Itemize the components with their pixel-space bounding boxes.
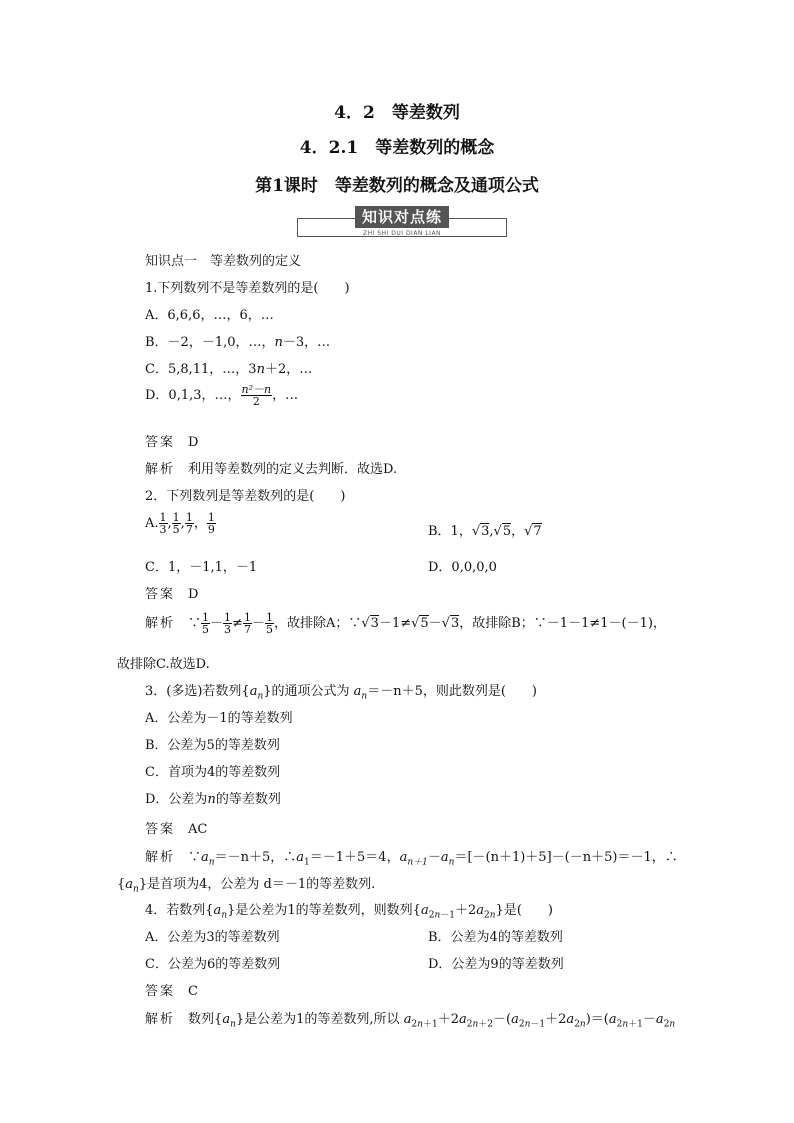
q2-analysis: 解析 ∵ $\frac{1}{5}$ － $\frac{1}{3}$ ≠ $\frac{1}{7}$ － $\frac{1}{5}$ ，故排除A；∵√3－1≠√5－√3，故排除B；∵－1－1≠1－(－1)， bbox=[145, 611, 666, 636]
q4-answer-value: C bbox=[188, 984, 198, 999]
q2-analysis-part-1: ，故排除A；∵ bbox=[273, 616, 362, 631]
q2-a-label: A. bbox=[145, 516, 159, 531]
q1-option-a: A．6,6,6，…，6，… bbox=[145, 308, 274, 323]
banner-subtitle: ZHI SHI DUI DIAN LIAN bbox=[362, 230, 442, 237]
q4-analysis: 解析 数列$\{a_n\}$是公差为1的等差数列,所以 $a_{2n+1}+2a_{2n+2}-(a_{2n-1}+2a_{2n})=(a_{2n+1}-a_{2n}$ bbox=[145, 1012, 676, 1030]
q2-option-b: B．1，√3,√5，√7 bbox=[428, 524, 542, 539]
analysis-label: 解析 bbox=[145, 462, 176, 477]
q2-stem: 2．下列数列是等差数列的是( ) bbox=[145, 489, 346, 504]
q3-option-b: B．公差为5的等差数列 bbox=[145, 738, 280, 753]
q3-analysis: 解析 $\because a_n=-n+5$，$\therefore a_1=-1+5=4$，$a_{n+1}-a_n=[-(n+1)+5]-(-n+5)=-1$，∴ bbox=[145, 850, 678, 868]
q1-stem: 1.下列数列不是等差数列的是( ) bbox=[145, 281, 350, 296]
subsection-heading: 4．2.1 等差数列的概念 bbox=[299, 138, 495, 158]
q1-c-prefix: C．5,8,11，…，3 bbox=[145, 362, 257, 377]
banner-title: 知识对点练 bbox=[355, 206, 449, 228]
q3-answer-value: AC bbox=[188, 822, 208, 837]
q1-answer-value: D bbox=[188, 435, 199, 450]
q3-answer: 答案 AC bbox=[145, 822, 208, 837]
q1-d-prefix: D．0,1,3，…， bbox=[145, 388, 241, 403]
q2-b-root-2: 5 bbox=[502, 524, 512, 539]
q4-option-d: D．公差为9的等差数列 bbox=[428, 957, 564, 972]
knowledge-banner bbox=[297, 204, 507, 236]
q1-option-c bbox=[145, 358, 312, 377]
q4-option-c: C．公差为6的等差数列 bbox=[145, 957, 281, 972]
q1-analysis-text: 利用等差数列的定义去判断．故选D. bbox=[188, 462, 398, 477]
q3-stem: 3．(多选)若数列$\{a_n\}$的通项公式为 $a_n=-n+5$，则此数列是( ) bbox=[145, 684, 538, 702]
q2-b-root-3: 7 bbox=[533, 524, 542, 539]
q2-a-frac-3: $\frac{1}{7}$ bbox=[185, 511, 193, 536]
q2-option-a: A. $\frac{1}{3}$ , $\frac{1}{5}$ , $\frac{1}{7}$ ， $\frac{1}{9}$ bbox=[145, 511, 215, 536]
q4-option-b: B．公差为4的等差数列 bbox=[428, 930, 563, 945]
q1-b-prefix: B．－2，－1,0，…， bbox=[145, 335, 275, 350]
q2-b-root-1: 3 bbox=[481, 524, 490, 539]
q3-analysis-line-2: $\{a_n\}$是首项为4，公差为 d＝－1的等差数列. bbox=[117, 877, 376, 895]
q2-analysis-line-2: 故排除C.故选D. bbox=[117, 657, 210, 672]
q2-a-frac-4: $\frac{1}{9}$ bbox=[207, 511, 215, 536]
q1-d-fraction bbox=[241, 384, 273, 407]
q1-b-suffix: －3，… bbox=[282, 335, 331, 350]
q2-b-prefix: B．1， bbox=[428, 524, 472, 539]
section-heading: 4．2 等差数列 bbox=[334, 103, 460, 123]
q1-d-numerator: n²－n bbox=[241, 383, 272, 396]
q2-a-frac-1: $\frac{1}{3}$ bbox=[159, 511, 167, 536]
q3-option-c: C．首项为4的等差数列 bbox=[145, 765, 281, 780]
lesson-heading: 第1课时 等差数列的概念及通项公式 bbox=[255, 176, 539, 196]
q4-answer: 答案 C bbox=[145, 984, 198, 999]
q3-option-d: D．公差为n的等差数列 bbox=[145, 792, 281, 807]
q1-analysis bbox=[145, 458, 397, 477]
q1-d-denominator: 2 bbox=[252, 395, 260, 408]
q1-b-var: n bbox=[274, 335, 283, 350]
answer-label: 答案 bbox=[145, 435, 176, 450]
q4-option-a: A．公差为3的等差数列 bbox=[145, 930, 280, 945]
q2-option-c: C．1，－1,1，－1 bbox=[145, 560, 258, 575]
q1-c-var: n bbox=[256, 362, 265, 377]
q1-option-d bbox=[145, 384, 298, 407]
q3-option-a: A．公差为－1的等差数列 bbox=[145, 711, 293, 726]
q2-option-d: D．0,0,0,0 bbox=[428, 560, 497, 575]
q4-stem: 4．若数列$\{a_n\}$是公差为1的等差数列，则数列$\{a_{2n-1}+2a_{2n}\}$是( ) bbox=[145, 903, 553, 921]
q2-answer: 答案 D bbox=[145, 587, 199, 602]
q1-answer bbox=[145, 431, 198, 450]
q1-d-suffix: ，… bbox=[272, 388, 299, 403]
q2-answer-value: D bbox=[188, 587, 199, 602]
q2-analysis-part-2: ，故排除B；∵－1－1≠1－(－1)， bbox=[459, 616, 666, 631]
knowledge-point-heading: 知识点一 等差数列的定义 bbox=[145, 254, 302, 269]
q2-a-frac-2: $\frac{1}{5}$ bbox=[172, 511, 180, 536]
q1-c-suffix: ＋2，… bbox=[264, 362, 313, 377]
q1-option-b bbox=[145, 331, 330, 350]
